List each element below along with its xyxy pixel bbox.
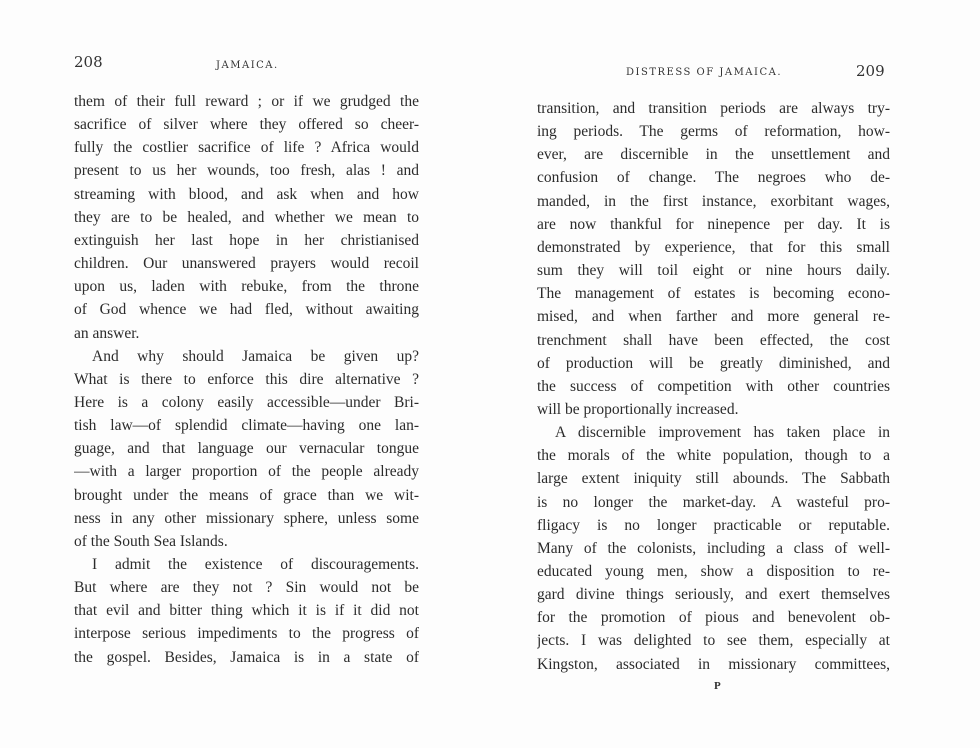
text-line: The management of estates is becoming econo-	[537, 285, 890, 303]
text-line: children. Our unanswered prayers would recoil	[74, 255, 419, 273]
text-line: large extent iniquity still abounds. The Sabbath	[537, 470, 890, 488]
text-line: streaming with blood, and ask when and how	[74, 185, 419, 203]
left-page-number: 208	[74, 53, 103, 71]
text-line: ing periods. The germs of reformation, how-	[537, 123, 890, 141]
text-line: they are to be healed, and whether we mean to	[74, 208, 419, 226]
text-line: transition, and transition periods are always try-	[537, 100, 890, 117]
text-line: of production will be greatly diminished, and	[537, 354, 890, 372]
text-line: the morals of the white population, though to a	[537, 447, 890, 465]
text-line: gard divine things seriously, and exert themselves	[537, 586, 890, 604]
text-line: manded, in the first instance, exorbitant wages,	[537, 192, 890, 210]
text-line: an answer.	[74, 324, 140, 342]
right-running-head: DISTRESS OF JAMAICA.	[626, 67, 783, 78]
text-line: are now thankful for ninepence per day. It is	[537, 215, 890, 233]
text-line: upon us, laden with rebuke, from the throne	[74, 278, 419, 296]
text-line: the gospel. Besides, Jamaica is in a state of	[74, 648, 419, 666]
text-line: for the promotion of pious and benevolent ob-	[537, 609, 890, 627]
text-line: them of their full reward ; or if we grudged the	[74, 93, 419, 110]
text-line: jects. I was delighted to see them, especially at	[537, 632, 890, 650]
text-line: extinguish her last hope in her christianised	[74, 231, 419, 249]
text-line: fully the costlier sacrifice of life ? Africa would	[74, 139, 419, 157]
text-line: Here is a colony easily accessible—under Bri-	[74, 393, 419, 411]
right-page	[490, 0, 980, 748]
text-line: of the South Sea Islands.	[74, 532, 228, 550]
text-line: the success of competition with other countries	[537, 377, 890, 395]
text-line: A discernible improvement has taken place in	[555, 424, 890, 442]
text-line: What is there to enforce this dire alternative ?	[74, 370, 419, 388]
text-line: trenchment shall have been effected, the cost	[537, 331, 890, 349]
left-running-head: JAMAICA.	[216, 60, 279, 71]
text-line: sacrifice of silver where they offered so cheer-	[74, 116, 419, 134]
text-line: I admit the existence of discouragements.	[92, 556, 419, 573]
text-line: —with a larger proportion of the people already	[74, 463, 419, 481]
text-line: guage, and that language our vernacular tongue	[74, 440, 419, 458]
text-line: educated young men, show a disposition to re-	[537, 563, 890, 580]
text-line: demonstrated by experience, that for this small	[537, 238, 890, 256]
text-line: will be proportionally increased.	[537, 400, 739, 418]
text-line: But where are they not ? Sin would not be	[74, 579, 419, 597]
signature-mark: P	[714, 680, 721, 692]
text-line: tish law—of splendid climate—having one lan-	[74, 417, 419, 435]
right-page-text	[490, 0, 980, 748]
text-line: Kingston, associated in missionary committees,	[537, 655, 890, 673]
text-line: mised, and when farther and more general re-	[537, 308, 890, 326]
text-line: brought under the means of grace than we wit-	[74, 486, 419, 504]
text-line: fligacy is no longer practicable or reputable.	[537, 516, 890, 534]
text-line: interpose serious impediments to the progress of	[74, 625, 419, 643]
text-line: ness in any other missionary sphere, unless some	[74, 509, 419, 527]
text-line: ever, are discernible in the unsettlement and	[537, 146, 890, 164]
text-line: And why should Jamaica be given up?	[92, 347, 419, 365]
text-line: sum they will toil eight or nine hours daily.	[537, 262, 890, 280]
text-line: Many of the colonists, including a class of well-	[537, 539, 890, 557]
text-line: that evil and bitter thing which it is if it did not	[74, 602, 419, 620]
text-line: is no longer the market-day. A wasteful pro-	[537, 493, 890, 511]
text-line: of God whence we had fled, without awaiting	[74, 301, 419, 319]
text-line: confusion of change. The negroes who de-	[537, 169, 890, 187]
text-line: present to us her wounds, too fresh, alas ! and	[74, 162, 419, 180]
right-page-number: 209	[856, 62, 885, 80]
